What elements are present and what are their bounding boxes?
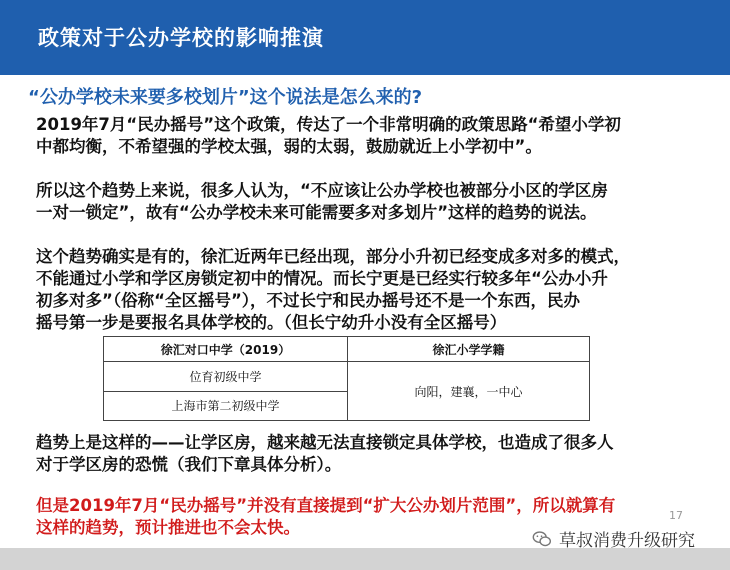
- paragraph-conclusion: [36, 432, 706, 476]
- text-line: 但是2019年7月“民办摇号”并没有直接提到“扩大公办划片范围”，所以就算有: [36, 496, 616, 515]
- text-line: 一对一锁定”，故有“公办学校未来可能需要多对多划片”这样的趋势的说法。: [36, 203, 597, 222]
- slide-title: 政策对于公办学校的影响推演: [38, 26, 324, 50]
- school-table: [103, 336, 590, 421]
- watermark: [531, 526, 695, 551]
- paragraph-policy: [36, 114, 706, 158]
- question-heading: “公办学校未来要多校划片”这个说法是怎么来的?: [28, 87, 423, 108]
- text-line: 这个趋势确实是有的，徐汇近两年已经出现，部分小升初已经变成多对多的模式，: [36, 247, 630, 266]
- text-line: 趋势上是这样的——让学区房，越来越无法直接锁定具体学校，也造成了很多人: [36, 433, 614, 452]
- text-line: 所以这个趋势上来说，很多人认为，“不应该让公办学校也被部分小区的学区房: [36, 181, 608, 200]
- table-cell: 上海市第二初级中学: [104, 391, 348, 421]
- paragraph-opinion: [36, 180, 706, 224]
- text-line: 这样的趋势，预计推进也不会太快。: [36, 518, 300, 537]
- text-line: 不能通过小学和学区房锁定初中的情况。而长宁更是已经实行较多年“公办小升: [36, 269, 608, 288]
- watermark-text: 草叔消费升级研究: [559, 531, 695, 551]
- paragraph-trend: [36, 246, 706, 334]
- wechat-icon: [531, 528, 553, 550]
- text-line: 对于学区房的恐慌（我们下章具体分析）。: [36, 455, 342, 474]
- table-header-cell: 徐汇小学学籍: [348, 337, 590, 362]
- text-line: 中都均衡，不希望强的学校太强，弱的太弱，鼓励就近上小学初中”。: [36, 137, 542, 156]
- table-header-cell: 徐汇对口中学（2019）: [104, 337, 348, 362]
- footer-bar: [0, 548, 730, 570]
- table-cell: 位育初级中学: [104, 362, 348, 392]
- text-line: 初多对多”（俗称“全区摇号”），不过长宁和民办摇号还不是一个东西，民办: [36, 291, 581, 310]
- table-merged-cell: 向阳，建襄，一中心: [348, 362, 590, 421]
- text-line: 摇号第一步是要报名具体学校的。（但长宁幼升小没有全区摇号）: [36, 313, 507, 332]
- header-bar: [0, 0, 730, 75]
- text-line: 2019年7月“民办摇号”这个政策，传达了一个非常明确的政策思路“希望小学初: [36, 115, 621, 134]
- page-number: 17: [669, 509, 683, 522]
